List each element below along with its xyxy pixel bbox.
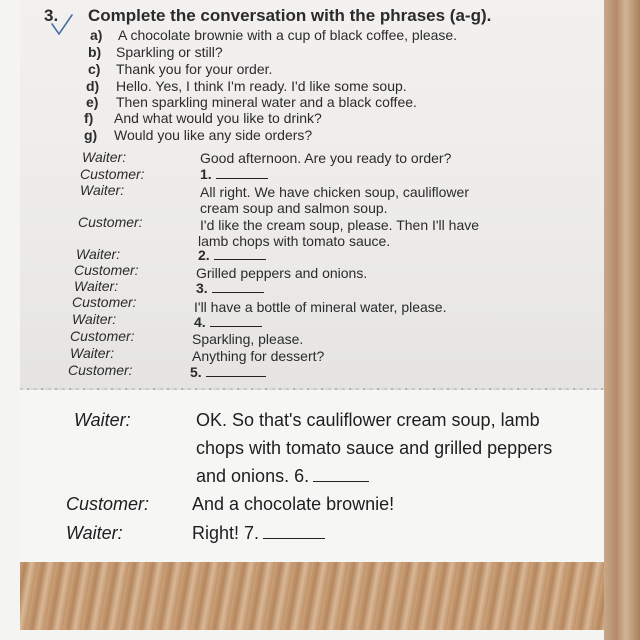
speaker-label: Waiter: xyxy=(66,523,123,543)
blank-number: 4. xyxy=(194,314,206,330)
dialogue-line-text: Right! 7. xyxy=(192,523,260,543)
wooden-table-bottom xyxy=(20,560,604,630)
dialogue-line: I'd like the cream soup, please. Then I'll have xyxy=(200,217,480,233)
answer-blank[interactable] xyxy=(216,168,268,179)
speaker-label: Waiter: xyxy=(70,345,115,361)
blank-number: 3. xyxy=(196,280,208,296)
dialogue-line-with-blank xyxy=(196,280,264,296)
option-text: Hello. Yes, I think I'm ready. I'd like some soup. xyxy=(116,78,407,94)
speaker-label: Customer: xyxy=(68,362,133,378)
dialogue-line-with-blank xyxy=(198,247,266,263)
speaker-label: Customer: xyxy=(80,166,145,182)
dialogue-line: cream soup and salmon soup. xyxy=(200,200,388,216)
answer-blank[interactable] xyxy=(214,249,266,260)
dialogue-line-text: and onions. 6. xyxy=(196,466,310,486)
dialogue-line: OK. So that's cauliflower cream soup, lamb xyxy=(196,410,540,430)
option-text: Would you like any side orders? xyxy=(114,127,313,143)
option-letter: f) xyxy=(84,110,94,126)
option-letter: a) xyxy=(90,27,103,43)
speaker-label: Customer: xyxy=(74,262,139,278)
option-letter: e) xyxy=(86,94,99,110)
answer-blank[interactable] xyxy=(313,468,369,482)
dialogue-line-with-blank xyxy=(196,466,369,487)
dialogue-line-with-blank xyxy=(192,523,325,544)
dialogue-line-with-blank xyxy=(200,166,268,182)
dialogue-line: Grilled peppers and onions. xyxy=(196,265,368,281)
dialogue-line: I'll have a bottle of mineral water, please. xyxy=(194,299,447,315)
dialogue-line: Anything for dessert? xyxy=(192,348,325,364)
dialogue-line: All right. We have chicken soup, cauliflower xyxy=(200,184,469,200)
exercise-title: Complete the conversation with the phrases (a-g). xyxy=(88,6,492,25)
speaker-label: Waiter: xyxy=(82,149,127,165)
textbook-page-bottom xyxy=(20,390,604,562)
option-text: Thank you for your order. xyxy=(116,61,273,77)
dialogue-line-with-blank xyxy=(190,364,266,380)
speaker-label: Waiter: xyxy=(72,311,117,327)
blank-number: 1. xyxy=(200,166,212,182)
answer-blank[interactable] xyxy=(263,525,325,539)
option-letter: d) xyxy=(86,78,100,94)
speaker-label: Customer: xyxy=(72,294,137,310)
speaker-label: Customer: xyxy=(70,328,135,344)
speaker-label: Waiter: xyxy=(80,182,125,198)
option-letter: g) xyxy=(84,127,98,143)
dialogue-line-with-blank xyxy=(194,314,262,330)
blank-number: 2. xyxy=(198,247,210,263)
exercise-number: 3. xyxy=(44,6,59,25)
speaker-label: Waiter: xyxy=(74,278,119,294)
option-text: Sparkling or still? xyxy=(116,44,223,60)
speaker-label: Customer: xyxy=(78,214,143,230)
dialogue-line: Good afternoon. Are you ready to order? xyxy=(200,150,452,166)
dialogue-line: chops with tomato sauce and grilled peppers xyxy=(196,438,553,458)
answer-blank[interactable] xyxy=(210,316,262,327)
option-letter: c) xyxy=(88,61,101,77)
textbook-page-top xyxy=(20,0,604,390)
answer-blank[interactable] xyxy=(206,366,266,377)
wooden-table-edge xyxy=(604,0,640,640)
speaker-label: Waiter: xyxy=(74,410,131,430)
blank-number: 5. xyxy=(190,364,202,380)
answer-blank[interactable] xyxy=(212,282,264,293)
dialogue-line: And a chocolate brownie! xyxy=(192,494,395,514)
option-text: And what would you like to drink? xyxy=(114,110,322,126)
option-text: Then sparkling mineral water and a black coffee. xyxy=(116,94,417,110)
speaker-label: Customer: xyxy=(66,494,150,514)
dialogue-line: Sparkling, please. xyxy=(192,331,304,347)
speaker-label: Waiter: xyxy=(76,246,121,262)
option-letter: b) xyxy=(88,44,102,60)
dialogue-line: lamb chops with tomato sauce. xyxy=(198,233,391,249)
option-text: A chocolate brownie with a cup of black coffee, please. xyxy=(118,27,458,43)
